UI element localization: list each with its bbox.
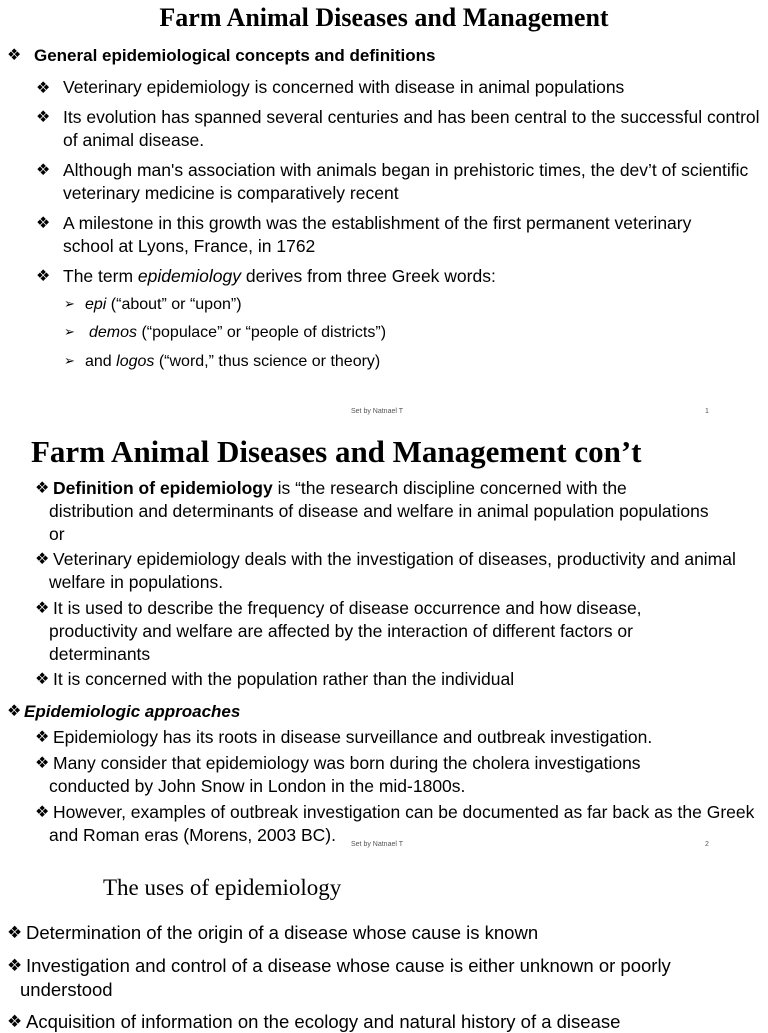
- diamond-bullet-icon: ❖: [36, 107, 51, 126]
- slide1-footer: Set by Natnael T: [351, 408, 404, 415]
- arrow-bullet-icon: ➢: [64, 354, 75, 369]
- diamond-bullet-icon: ❖: [36, 78, 51, 97]
- slide1-bullet-5: The term epidemiology derives from three Greek words:: [63, 266, 496, 286]
- diamond-bullet-icon: ❖: [36, 160, 51, 179]
- diamond-bullet-icon: ❖: [7, 956, 23, 976]
- diamond-bullet-icon: ❖: [7, 1012, 23, 1032]
- slide3-bullet-3: Acquisition of information on the ecology and natural history of a disease: [26, 1011, 621, 1032]
- slide1-heading: General epidemiological concepts and definitions: [34, 46, 436, 65]
- slide2-page-number: 2: [705, 841, 709, 848]
- greek-word-logos: and logos (“word,” thus science or theory): [85, 353, 381, 370]
- diamond-bullet-icon: ❖: [36, 213, 51, 232]
- slide2-footer: Set by Natnael T: [351, 841, 404, 848]
- greek-word-epi: epi (“about” or “upon”): [85, 296, 242, 313]
- slide1-bullet-2: Its evolution has spanned several centuries and has been central to the successful control of animal disease.: [63, 107, 760, 150]
- diamond-bullet-icon: ❖: [35, 753, 50, 772]
- slide1-title: Farm Animal Diseases and Management: [159, 3, 609, 32]
- slide2-approach-bullet-2: Many consider that epidemiology was born during the cholera investigations conducted by John Snow in London in the mid-1800s.: [49, 753, 641, 796]
- slide2-approach-bullet-3: However, examples of outbreak investigation can be documented as far back as the Greek and Roman eras (Morens, 2003 BC).: [49, 802, 755, 845]
- diamond-bullet-icon: ❖: [35, 549, 50, 568]
- slide1-bullet-1: Veterinary epidemiology is concerned with disease in animal populations: [63, 77, 625, 97]
- slide2-bullet-1: Veterinary epidemiology deals with the investigation of diseases, productivity and animal welfare in populations.: [49, 549, 736, 592]
- slide2-bullet-3: It is concerned with the population rather than the individual: [53, 669, 515, 689]
- slide2-definition: Definition of epidemiology is “the research discipline concerned with the distribution and determinants of disease and welfare in animal population populations or: [49, 478, 709, 544]
- diamond-bullet-icon: ❖: [36, 266, 51, 285]
- diamond-bullet-icon: ❖: [7, 923, 23, 943]
- diamond-bullet-icon: ❖: [35, 478, 50, 497]
- diamond-bullet-icon: ❖: [35, 669, 50, 688]
- slide2-approaches-heading: Epidemiologic approaches: [24, 702, 241, 721]
- arrow-bullet-icon: ➢: [64, 297, 75, 312]
- slide2-approach-bullet-1: Epidemiology has its roots in disease surveillance and outbreak investigation.: [53, 727, 653, 747]
- slide2-bullet-2: It is used to describe the frequency of disease occurrence and how disease, productivity and welfare are affected by the interaction of different factors or determinants: [49, 598, 642, 664]
- diamond-bullet-icon: ❖: [35, 802, 50, 821]
- arrow-bullet-icon: ➢: [64, 325, 75, 340]
- diamond-bullet-icon: ❖: [35, 727, 50, 746]
- slide2-title: Farm Animal Diseases and Management con’t: [31, 434, 642, 469]
- slide1-page-number: 1: [705, 408, 709, 415]
- diamond-bullet-icon: ❖: [7, 45, 22, 64]
- slide3-bullet-1: Determination of the origin of a disease whose cause is known: [26, 922, 539, 943]
- slide1-bullet-4: A milestone in this growth was the establishment of the first permanent veterinary school at Lyons, France, in 1762: [63, 213, 692, 256]
- slide3-bullet-2: Investigation and control of a disease whose cause is either unknown or poorly understood: [20, 955, 671, 1000]
- greek-word-demos: demos (“populace” or “people of districts”): [89, 324, 387, 341]
- slide1-bullet-3: Although man's association with animals began in prehistoric times, the dev’t of scientific veterinary medicine is comparatively recent: [63, 160, 749, 203]
- slide3-title: The uses of epidemiology: [103, 875, 342, 900]
- diamond-bullet-icon: ❖: [7, 701, 22, 720]
- diamond-bullet-icon: ❖: [35, 598, 50, 617]
